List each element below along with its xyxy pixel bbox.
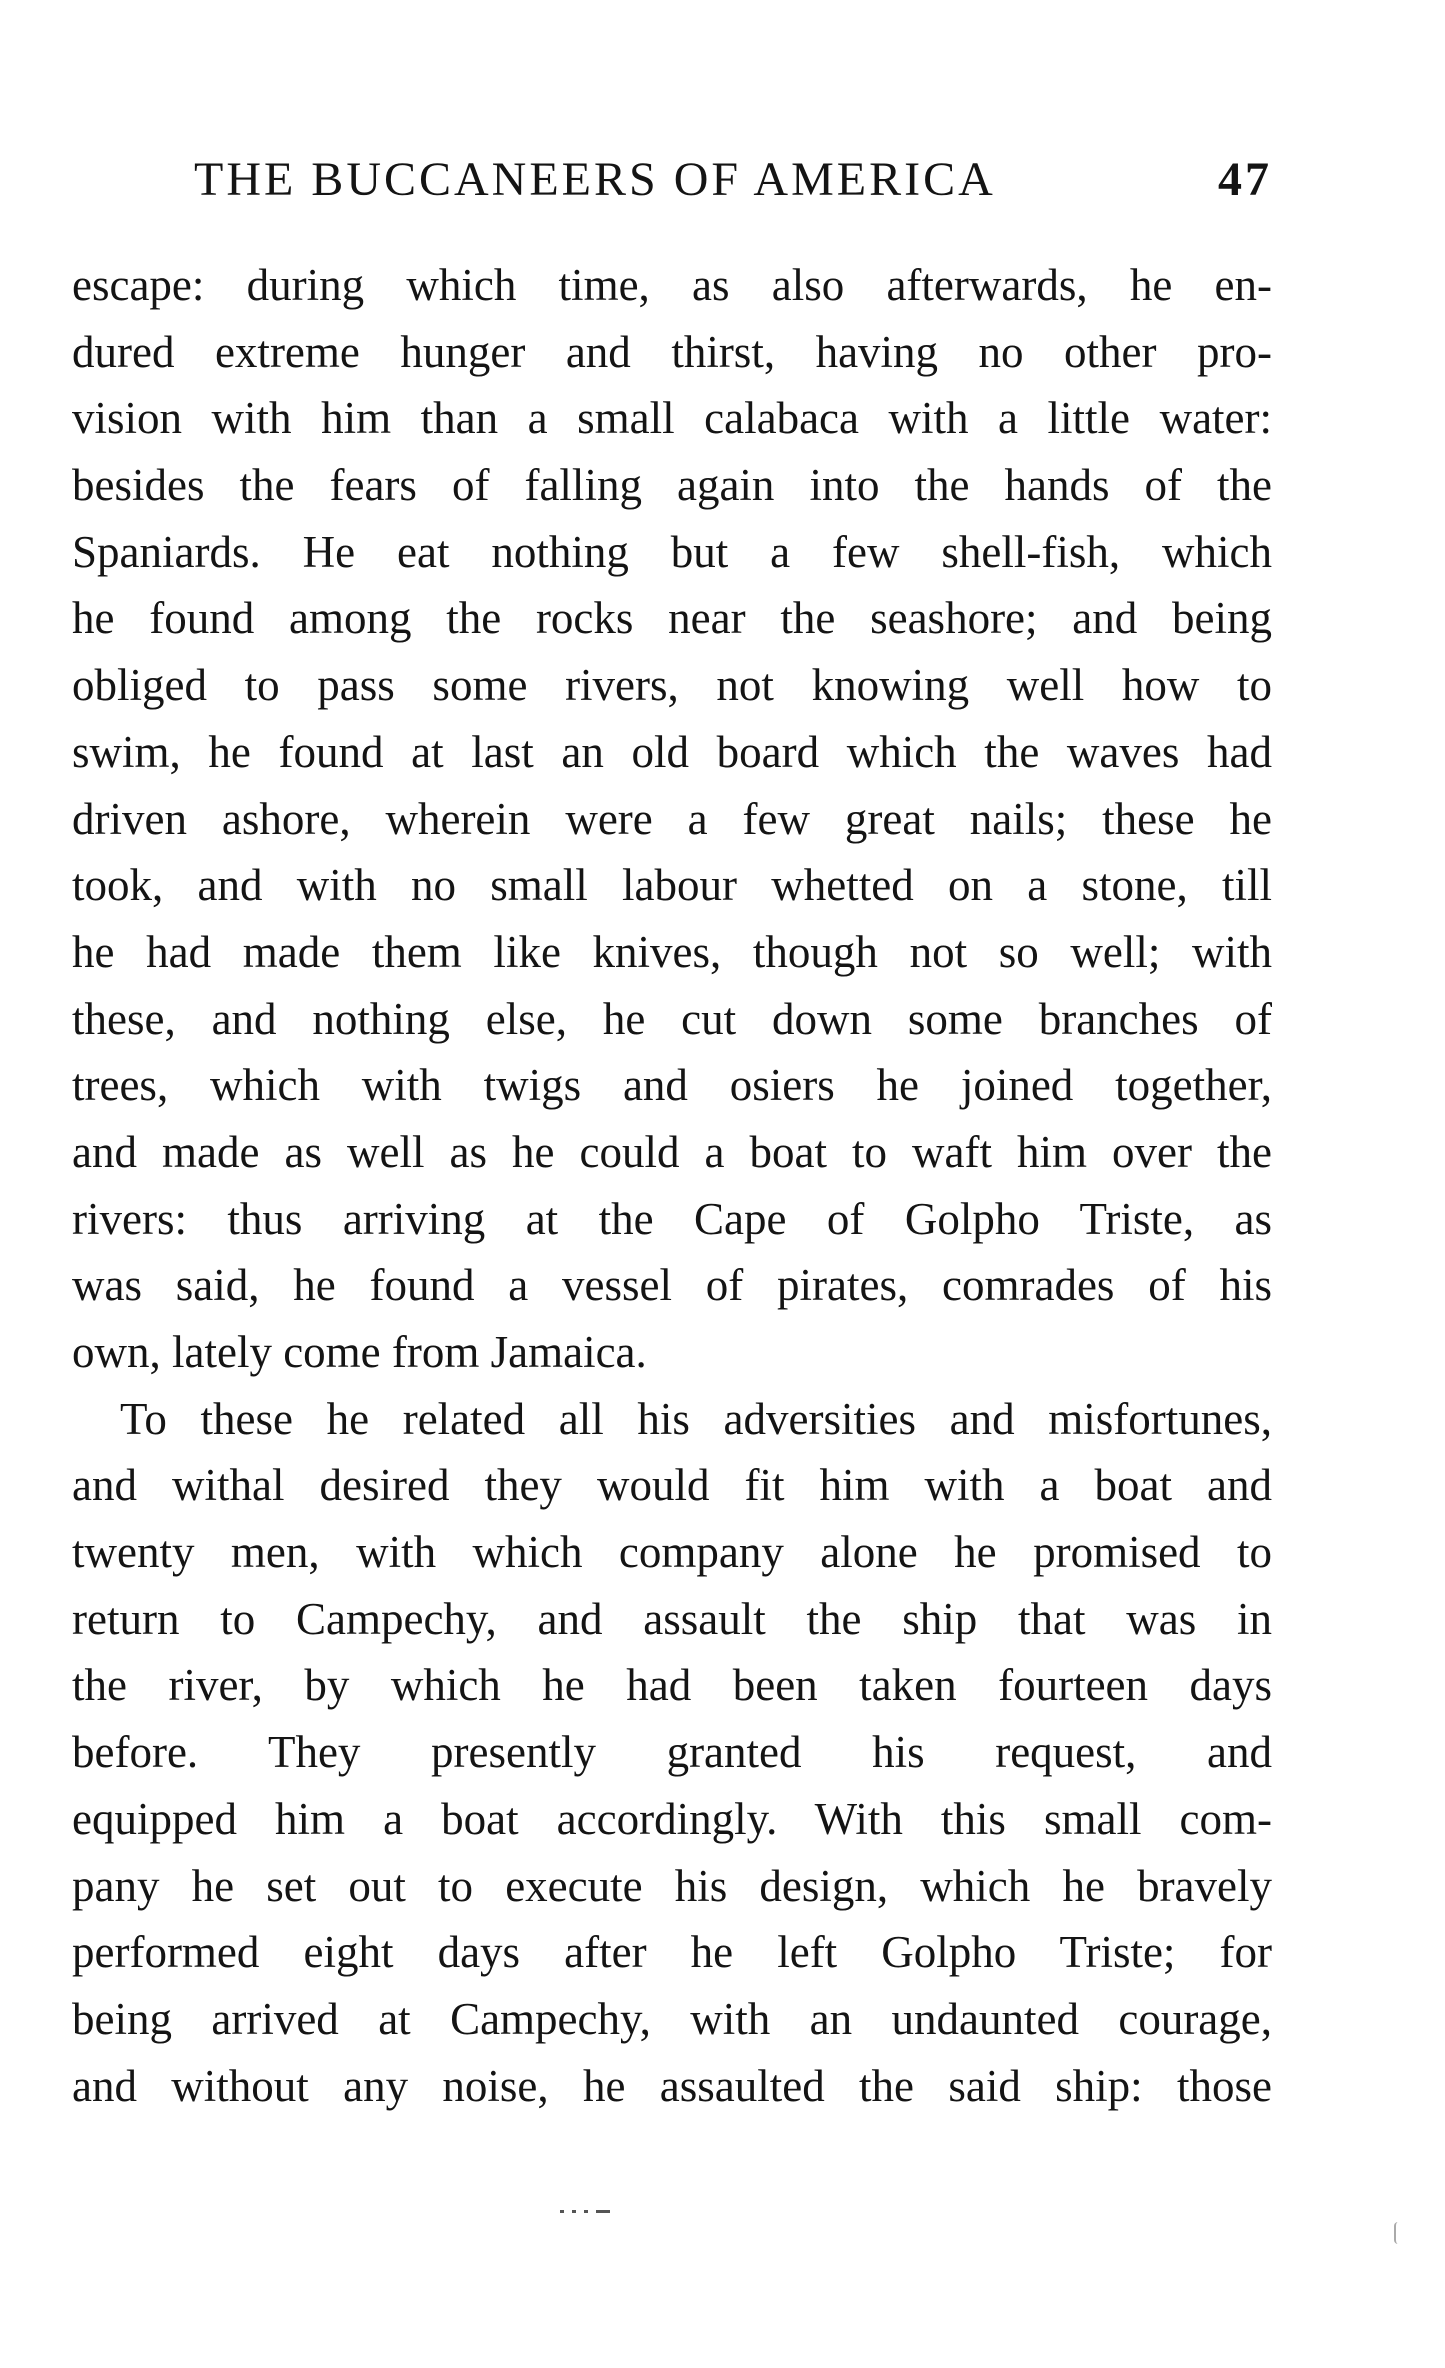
page-number: 47 (1218, 153, 1272, 206)
text-line: he found among the rocks near the seashore; and being (72, 593, 1272, 644)
text-line: was said, he found a vessel of pirates, comrades of his (72, 1260, 1272, 1311)
text-line: To these he related all his adversities and misfortunes, (120, 1393, 1272, 1444)
text-line: rivers: thus arriving at the Cape of Golpho Triste, as (72, 1193, 1272, 1244)
text-line: equipped him a boat accordingly. With this small com- (72, 1793, 1272, 1844)
text-line: and made as well as he could a boat to waft him over the (72, 1126, 1272, 1177)
text-line: before. They presently granted his request, and (72, 1727, 1272, 1778)
text-line: own, lately come from Jamaica. (72, 1327, 647, 1377)
text-line: these, and nothing else, he cut down some branches of (72, 993, 1272, 1044)
page-edge-mark (1394, 2222, 1399, 2244)
text-line: and without any noise, he assaulted the said ship: those (72, 2060, 1272, 2111)
text-line: vision with him than a small calabaca with a little water: (72, 393, 1272, 444)
running-title: THE BUCCANEERS OF AMERICA (194, 153, 996, 206)
text-line: being arrived at Campechy, with an undaunted courage, (72, 1993, 1272, 2044)
body-text (72, 252, 1272, 2119)
text-line: performed eight days after he left Golpho Triste; for (72, 1927, 1272, 1978)
text-line: twenty men, with which company alone he promised to (72, 1527, 1272, 1578)
text-line: he had made them like knives, though not so well; with (72, 926, 1272, 977)
text-line: escape: during which time, as also afterwards, he en- (72, 260, 1272, 310)
text-line: obliged to pass some rivers, not knowing well how to (72, 660, 1272, 711)
text-line: pany he set out to execute his design, which he bravely (72, 1860, 1272, 1911)
text-line: and withal desired they would fit him with a boat and (72, 1460, 1272, 1511)
text-line: the river, by which he had been taken fourteen days (72, 1660, 1272, 1711)
text-line: dured extreme hunger and thirst, having no other pro- (72, 326, 1272, 377)
text-line: swim, he found at last an old board which the waves had (72, 726, 1272, 777)
text-line: driven ashore, wherein were a few great nails; these he (72, 793, 1272, 844)
print-mark (560, 2198, 640, 2204)
page-header (170, 152, 1272, 212)
text-line: trees, which with twigs and osiers he joined together, (72, 1060, 1272, 1111)
text-line: besides the fears of falling again into the hands of the (72, 460, 1272, 511)
text-line: Spaniards. He eat nothing but a few shell-fish, which (72, 526, 1272, 577)
text-line: return to Campechy, and assault the ship that was in (72, 1593, 1272, 1644)
text-line: took, and with no small labour whetted on a stone, till (72, 860, 1272, 911)
